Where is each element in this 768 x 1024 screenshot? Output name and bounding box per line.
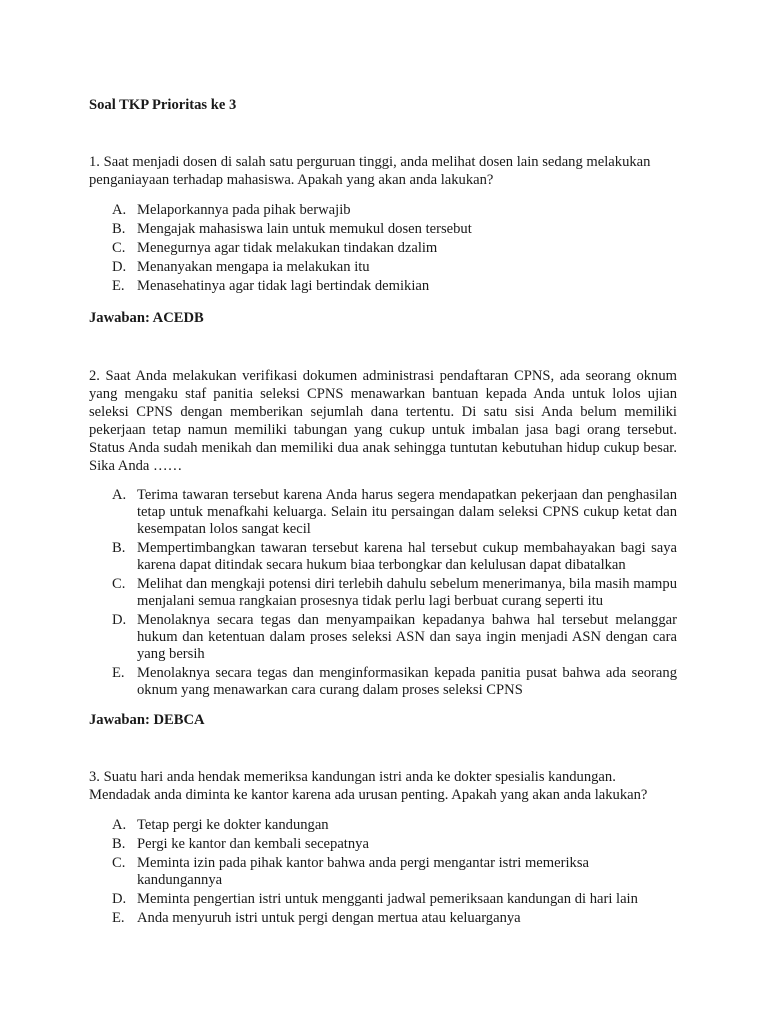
document-title: Soal TKP Prioritas ke 3 <box>89 97 237 113</box>
option-item: D. Menolaknya secara tegas dan menyampaikan kepadanya bahwa hal tersebut melanggar hukum dan ketentuan dalam proses seleksi ASN dan saya ingin menjadi ASN dengan cara yang bersih <box>112 612 677 662</box>
option-item: C. Melihat dan mengkaji potensi diri terlebih dahulu sebelum menerimanya, bila masih mampu menjalani semua rangkaian prosesnya tidak perlu lagi berbuat curang seperti itu <box>112 576 677 609</box>
question-text: 1. Saat menjadi dosen di salah satu perguruan tinggi, anda melihat dosen lain sedang melakukan penganiayaan terhadap mahasiswa. Apakah yang akan anda lakukan? <box>89 154 651 188</box>
option-item: A. Melaporkannya pada pihak berwajib <box>112 202 351 218</box>
option-item: A. Tetap pergi ke dokter kandungan <box>112 817 329 833</box>
option-item: B. Mengajak mahasiswa lain untuk memukul dosen tersebut <box>112 221 472 237</box>
question-1 <box>89 153 677 297</box>
option-list <box>89 487 677 699</box>
option-list <box>89 817 677 927</box>
option-item: B. Pergi ke kantor dan kembali secepatnya <box>112 836 369 852</box>
question-3 <box>89 768 677 929</box>
answer-1: Jawaban: ACEDB <box>89 310 204 326</box>
option-item: D. Menanyakan mengapa ia melakukan itu <box>112 259 370 275</box>
answer-2: Jawaban: DEBCA <box>89 712 205 728</box>
option-item: C. Meminta izin pada pihak kantor bahwa anda pergi mengantar istri memeriksa kandungannya <box>112 855 589 888</box>
question-text: 3. Suatu hari anda hendak memeriksa kandungan istri anda ke dokter spesialis kandungan. Mendadak anda diminta ke kantor karena ada urusan penting. Apakah yang akan anda lakukan? <box>89 769 648 803</box>
option-list <box>89 202 677 295</box>
option-item: B. Mempertimbangkan tawaran tersebut karena hal tersebut cukup membahayakan bagi saya karena dapat ditindak secara hukum biaa terbongkar dan kelulusan dapat dibatalkan <box>112 540 677 573</box>
option-item: A. Terima tawaran tersebut karena Anda harus segera mendapatkan pekerjaan dan penghasilan tetap untuk menafkahi keluarga. Selain itu persaingan dalam seleksi CPNS cukup ketat dan kesempatan lolos sangat kecil <box>112 487 677 537</box>
question-2 <box>89 367 677 701</box>
option-item: D. Meminta pengertian istri untuk mengganti jadwal pemeriksaan kandungan di hari lain <box>112 891 638 907</box>
question-text: 2. Saat Anda melakukan verifikasi dokumen administrasi pendaftaran CPNS, ada seorang oknum yang mengaku staf panitia seleksi CPNS menawarkan bantuan kepada Anda untuk lolos ujian seleksi CPNS dengan memberikan sejumlah dana tertentu. Di satu sisi Anda belum memiliki pekerjaan tetap namun memiliki tabungan yang cukup untuk imbalan jasa bagi orang tersebut. Status Anda sudah menikah dan memiliki dua anak sehingga tuntutan kebutuhan hidup cukup besar. Sika Anda …… <box>89 368 677 474</box>
option-item: E. Anda menyuruh istri untuk pergi dengan mertua atau keluarganya <box>112 910 521 926</box>
option-item: E. Menasehatinya agar tidak lagi bertindak demikian <box>112 278 430 294</box>
option-item: C. Menegurnya agar tidak melakukan tindakan dzalim <box>112 240 438 256</box>
option-item: E. Menolaknya secara tegas dan menginformasikan kepada panitia pusat bahwa ada seorang oknum yang menawarkan cara curang dalam proses seleksi CPNS <box>112 665 677 698</box>
